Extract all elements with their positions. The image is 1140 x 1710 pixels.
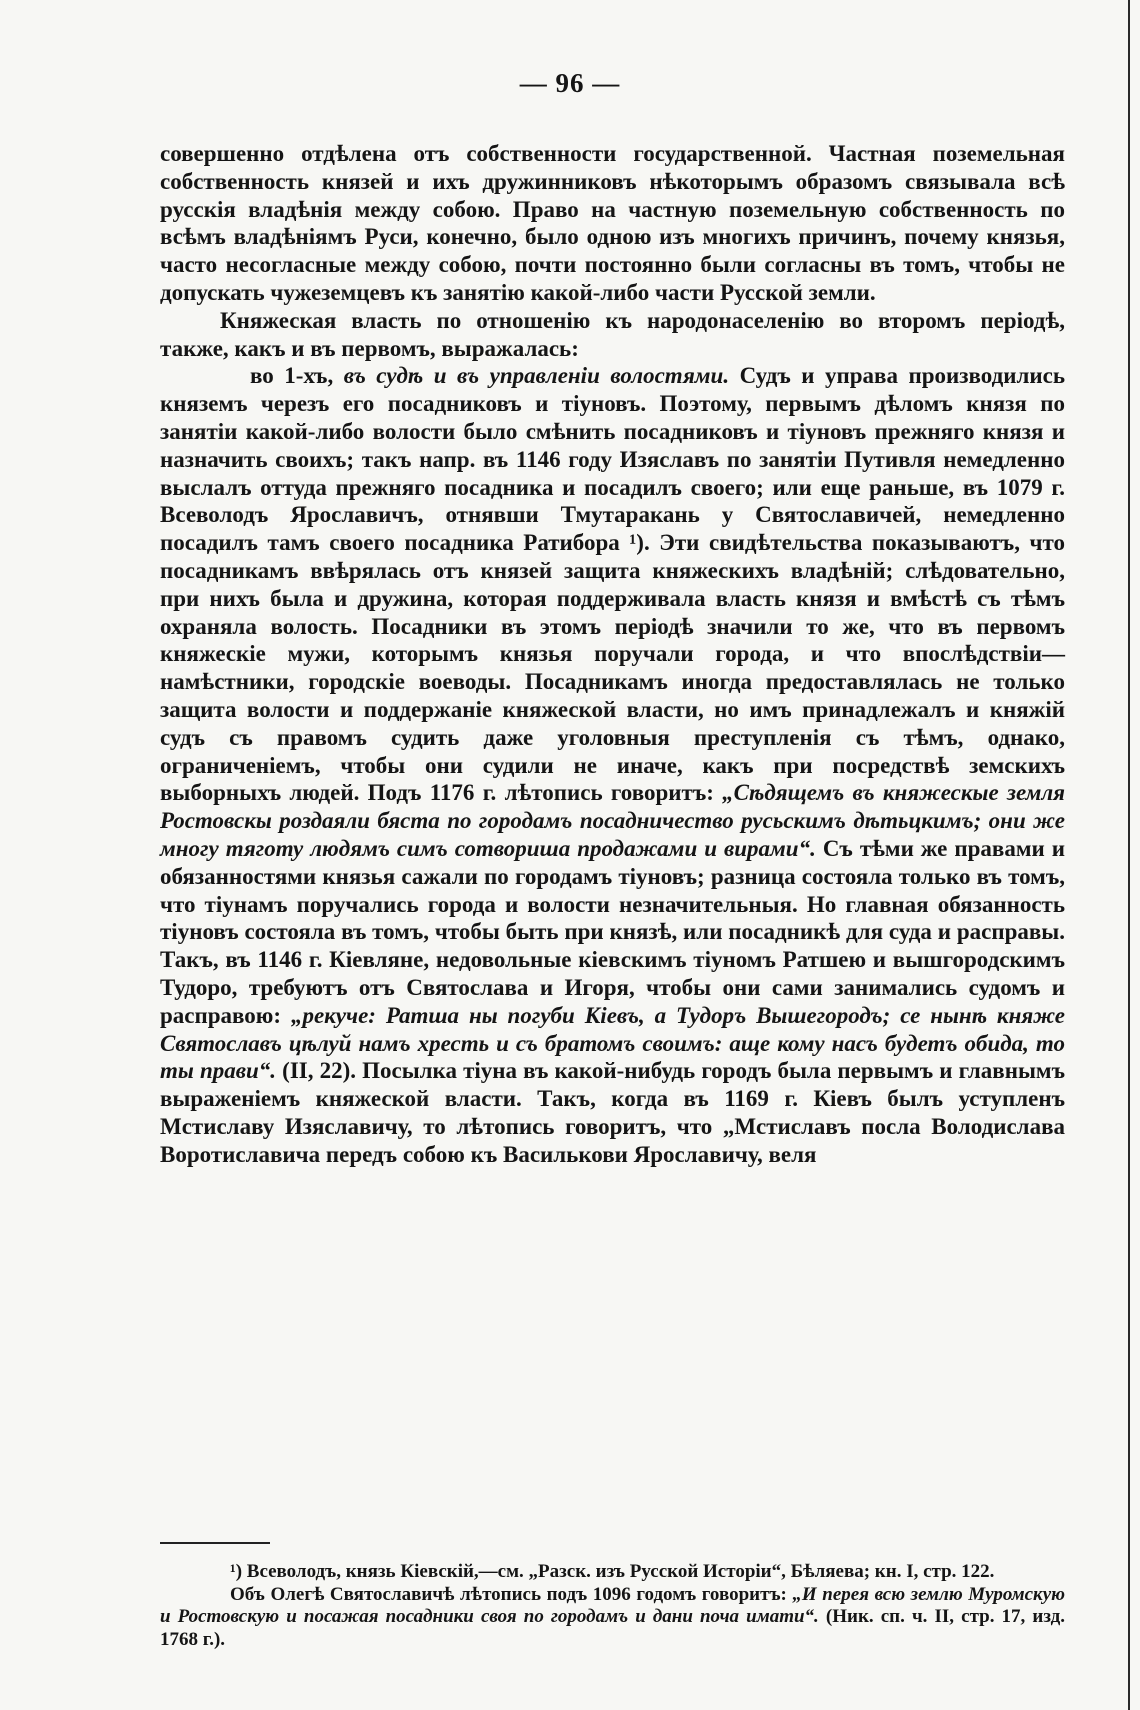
paragraph-3-text-a: Судъ и управа производились княземъ черезъ его посадниковъ и тіуновъ. Поэтому, первымъ дѣломъ князя по занятіи какой-либо волости было смѣнить посадниковъ и тіуновъ прежняго князя и назначить своихъ; такъ напр. въ 1146 году Изяславъ по занятіи Путивля немедленно выслалъ оттуда прежняго посадника и посадилъ своего; или еще раньше, въ 1079 г. Всеволодъ Ярославичъ, отнявши Тмутаракань у Святославичей, немедленно посадилъ тамъ своего посадника Ратибора ¹). Эти свидѣтельства показываютъ, что посадникамъ ввѣрялась отъ князей защита княжескихъ владѣній; слѣдовательно, при нихъ была и дружина, которая поддерживала власть князя и вмѣстѣ съ тѣмъ охраняла волость. Посадники въ этомъ періодѣ значили то же, что въ первомъ княжескіе мужи, которымъ князья поручали города, и что впослѣдствіи—намѣстники, городскіе воеводы. Посадникамъ иногда предоставлялась не только защита волости и поддержаніе княжеской власти, но имъ принадлежалъ и княжій судъ съ правомъ судить даже уголовныя преступленія съ тѣмъ, однако, ограниченіемъ, чтобы они судили не иначе, какъ при посредствѣ земскихъ выборныхъ людей. Подъ 1176 г. лѣтопись говоритъ:: [160, 363, 1066, 806]
paragraph-1: совершенно отдѣлена отъ собственности государственной. Частная поземельная собственность князей и ихъ дружинниковъ нѣкоторымъ образомъ связывала всѣ русскія владѣнія между собою. Право на частную поземельную собственность по всѣмъ владѣніямъ Руси, конечно, было одною изъ многихъ причинъ, почему князья, часто несогласные между собою, почти постоянно были согласны въ томъ, чтобы не допускать чужеземцевъ къ занятію какой-либо части Русской земли.: [160, 141, 1065, 305]
paragraph-2: Княжеская власть по отношенію къ народонаселенію во второмъ періодѣ, также, какъ и въ первомъ, выражалась:: [160, 307, 1065, 361]
main-text: [160, 140, 1065, 1168]
footnote-2-quote: „И перея всю землю Муромскую и Ростовскую и посажая посадники своя по городамъ и дани поча имати“.: [160, 1583, 1065, 1627]
footnote-2-text-b: (Ник. сп. ч. II, стр. 17, изд. 1768 г.).: [160, 1606, 1065, 1650]
paragraph-3-italic: въ судѣ и въ управленіи волостями.: [343, 363, 730, 389]
footnote-divider: [160, 1542, 270, 1544]
paragraph-3: [160, 362, 1065, 1168]
footnote-2-text-a: Объ Олегѣ Святославичѣ лѣтопись подъ 1096 годомъ говоритъ:: [230, 1583, 793, 1605]
page-number: — 96 —: [519, 68, 621, 98]
paragraph-3-lead: во 1-хъ,: [250, 363, 344, 389]
chronicle-quote-1146: „рекуче: Ратша ны погуби Кіевъ, а Тудоръ Вышегородъ; се нынѣ княже Святославъ цѣлуй намъ хресть и съ братомъ своимъ: аще кому насъ будетъ обида, то ты прави“.: [160, 1002, 1065, 1084]
chronicle-quote-1176: „Сѣдящемъ въ княжескые земля Ростовскы роздаяли бяста по городамъ посадничество русьскимъ дѣтьцкимъ; они же многу тяготу людямъ симъ сотвориша продажами и вирами“.: [160, 780, 1065, 861]
footnotes: [160, 1561, 1065, 1651]
paragraph-3-text-c: (II, 22). Посылка тіуна въ какой-нибудь городъ была первымъ и главнымъ выраженіемъ княжеской власти. Такъ, когда въ 1169 г. Кіевъ былъ уступленъ Мстиславу Изяславичу, то лѣтопись говоритъ, что „Мстиславъ посла Володислава Воротиславича передъ собою къ Василькови Ярославичу, веля: [160, 1058, 1065, 1167]
page-binding-edge: [1128, 0, 1130, 1710]
footnote-1: ¹) Всеволодъ, князь Кіевскій,—см. „Разск. изъ Русской Исторіи“, Бѣляева; кн. I, стр. 122.: [230, 1561, 995, 1582]
paragraph-3-text-b: Съ тѣми же правами и обязанностями князья сажали по городамъ тіуновъ; разница состояла только въ томъ, что тіунамъ поручались города и волости незначительныя. Но главная обязанность тіуновъ состояла въ томъ, чтобы быть при князѣ, или посадникѣ для суда и расправы. Такъ, въ 1146 г. Кіевляне, недовольные кіевскимъ тіуномъ Ратшею и вышгородскимъ Тудоро, требуютъ отъ Святослава и Игоря, чтобы они сами занимались судомъ и расправою:: [160, 835, 1065, 1028]
footnote-2: [160, 1584, 1065, 1652]
